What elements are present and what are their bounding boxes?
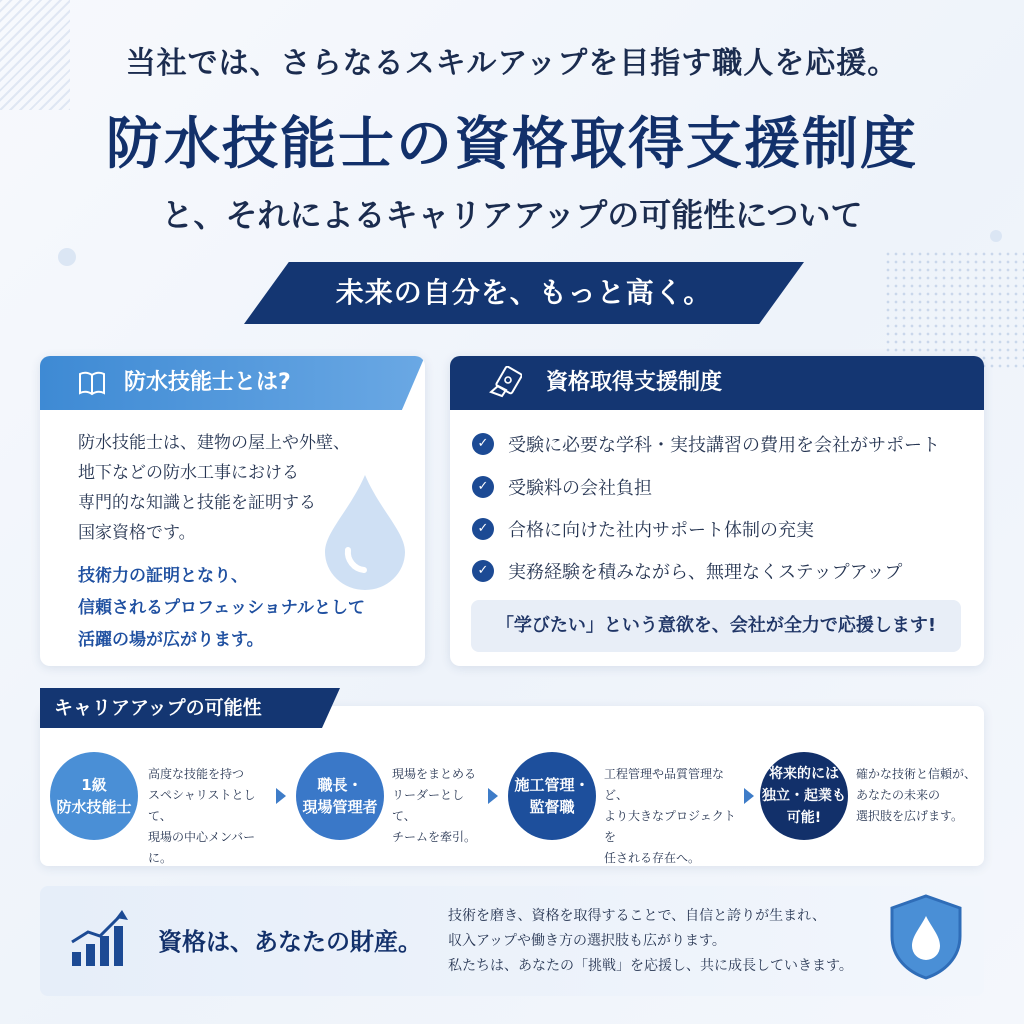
book-icon: [78, 370, 106, 396]
about-line: 防水技能士は、建物の屋上や外壁、: [78, 433, 350, 453]
bottom-title: 資格は、あなたの財産。: [158, 928, 422, 956]
support-note: 「学びたい」という意欲を、会社が全力で応援します!: [471, 600, 961, 652]
page-title: 防水技能士の資格取得支援制度: [106, 111, 918, 177]
career-step-desc: 工程管理や品質管理など、 より大きなプロジェクトを 任される存在へ。: [604, 767, 736, 865]
career-heading: キャリアアップの可能性: [54, 697, 262, 719]
about-line: 専門的な知識と技能を証明する: [78, 493, 316, 513]
check-icon: ✓: [472, 433, 494, 455]
dot-pattern: [884, 250, 1024, 370]
arrow-right-icon: [276, 788, 286, 804]
bottom-line: 収入アップや働き方の選択肢も広がります。: [448, 933, 726, 949]
certificate-hand-icon: [488, 366, 522, 400]
support-item-label: 合格に向けた社内サポート体制の充実: [508, 520, 814, 541]
support-item-label: 受験料の会社負担: [508, 478, 652, 499]
career-step-desc: 確かな技術と信頼が、 あなたの未来の 選択肢を広げます。: [856, 767, 977, 823]
support-item: [472, 426, 972, 462]
growth-chart-icon: [68, 908, 130, 968]
lead-text: 当社では、さらなるスキルアップを目指す職人を応援。: [125, 46, 899, 81]
arrow-right-icon: [488, 788, 498, 804]
highlight-line: 信頼されるプロフェッショナルとして: [78, 598, 365, 618]
support-item: [472, 553, 972, 589]
support-item: [472, 511, 972, 547]
check-icon: ✓: [472, 476, 494, 498]
bottom-line: 私たちは、あなたの「挑戦」を応援し、共に成長していきます。: [448, 958, 853, 974]
decor-dot: [58, 248, 76, 266]
page-subtitle: と、それによるキャリアアップの可能性について: [161, 196, 863, 234]
about-heading: 防水技能士とは?: [124, 370, 291, 395]
bottom-body: [448, 904, 908, 979]
support-item-label: 実務経験を積みながら、無理なくステップアップ: [508, 562, 903, 583]
highlight-line: 活躍の場が広がります。: [78, 630, 264, 650]
support-heading: 資格取得支援制度: [546, 370, 723, 395]
career-step-desc: 現場をまとめる リーダーとして、 チームを牽引。: [392, 767, 477, 844]
check-icon: ✓: [472, 518, 494, 540]
career-step-desc: 高度な技能を持つ スペシャリストとして、 現場の中心メンバーに。: [148, 767, 256, 865]
career-step-circle: 将来的には 独立・起業も 可能!: [760, 752, 848, 840]
about-line: 国家資格です。: [78, 523, 196, 543]
support-item: [472, 469, 972, 505]
career-step-circle: 職長・ 現場管理者: [296, 752, 384, 840]
career-step-circle: 1級 防水技能士: [50, 752, 138, 840]
slogan-text: 未来の自分を、もっと高く。: [335, 276, 713, 309]
arrow-right-icon: [744, 788, 754, 804]
support-item-label: 受験に必要な学科・実技講習の費用を会社がサポート: [508, 435, 940, 456]
shield-drop-icon: [886, 892, 966, 982]
check-icon: ✓: [472, 560, 494, 582]
about-highlight: [78, 560, 408, 656]
career-step-circle: 施工管理・ 監督職: [508, 752, 596, 840]
about-body: [78, 428, 408, 548]
highlight-line: 技術力の証明となり、: [78, 566, 248, 586]
about-line: 地下などの防水工事における: [78, 463, 299, 483]
bottom-line: 技術を磨き、資格を取得することで、自信と誇りが生まれ、: [448, 908, 826, 924]
